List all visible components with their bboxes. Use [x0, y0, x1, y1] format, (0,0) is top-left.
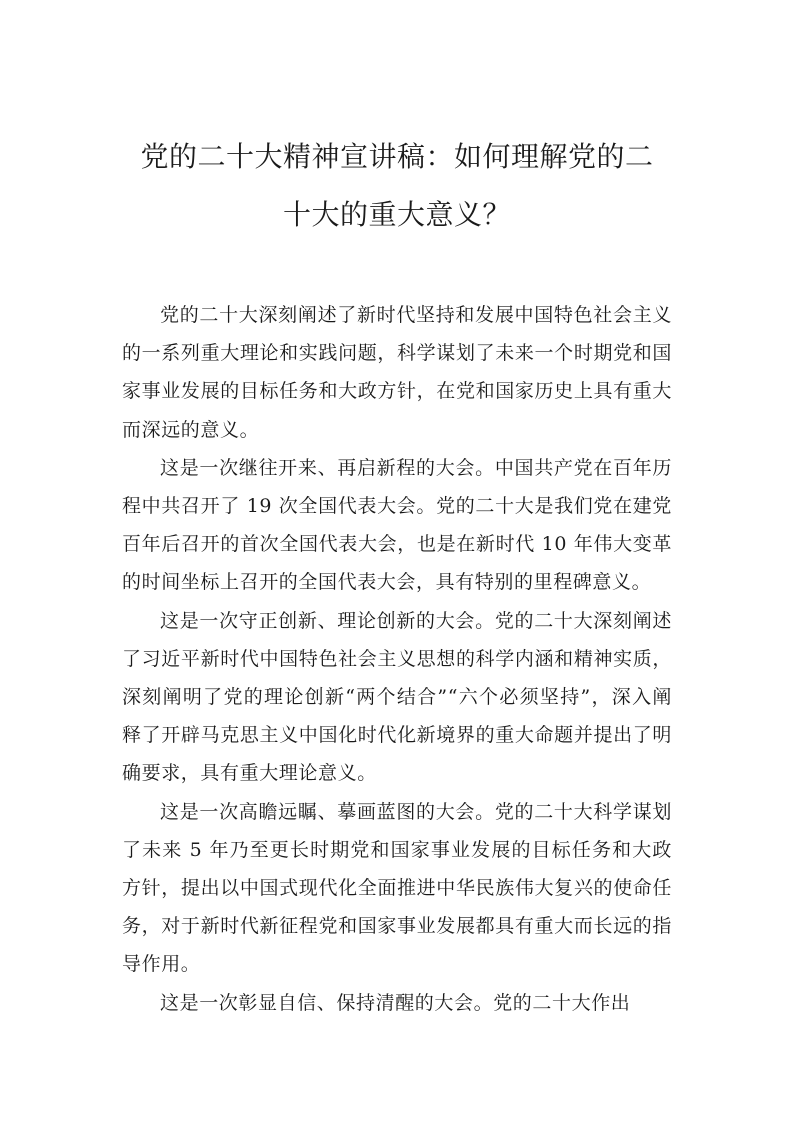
paragraph-milestone: 这是一次继往开来、再启新程的大会。中国共产党在百年历程中共召开了 19 次全国代表大会。党的二十大是我们党在建党百年后召开的首次全国代表大会，也是在新时代 10 年伟大变革的时间坐标上召开的全国代表大会，具有特别的里程碑意义。	[122, 456, 672, 594]
paragraph-blueprint: 这是一次高瞻远瞩、摹画蓝图的大会。党的二十大科学谋划了未来 5 年乃至更长时期党和国家事业发展的目标任务和大政方针，提出以中国式现代化全面推进中华民族伟大复兴的使命任务，对于新时代新征程党和国家事业发展都具有重大而长远的指导作用。	[122, 800, 672, 976]
document-body	[122, 296, 672, 1022]
paragraph-confidence: 这是一次彰显自信、保持清醒的大会。党的二十大作出	[160, 991, 631, 1014]
paragraph-intro: 党的二十大深刻阐述了新时代坚持和发展中国特色社会主义的一系列重大理论和实践问题，科学谋划了未来一个时期党和国家事业发展的目标任务和大政方针，在党和国家历史上具有重大而深远的意义。	[122, 304, 672, 441]
paragraph-innovation: 这是一次守正创新、理论创新的大会。党的二十大深刻阐述了习近平新时代中国特色社会主义思想的科学内涵和精神实质，深刻阐明了党的理论创新“两个结合”“六个必须坚持”，深入阐释了开辟马克思主义中国化时代化新境界的重大命题并提出了明确要求，具有重大理论意义。	[122, 609, 672, 785]
title-line-1: 党的二十大精神宣讲稿：如何理解党的二	[140, 140, 654, 173]
title-line-2: 十大的重大意义？	[282, 198, 511, 231]
document-title	[122, 0, 672, 244]
